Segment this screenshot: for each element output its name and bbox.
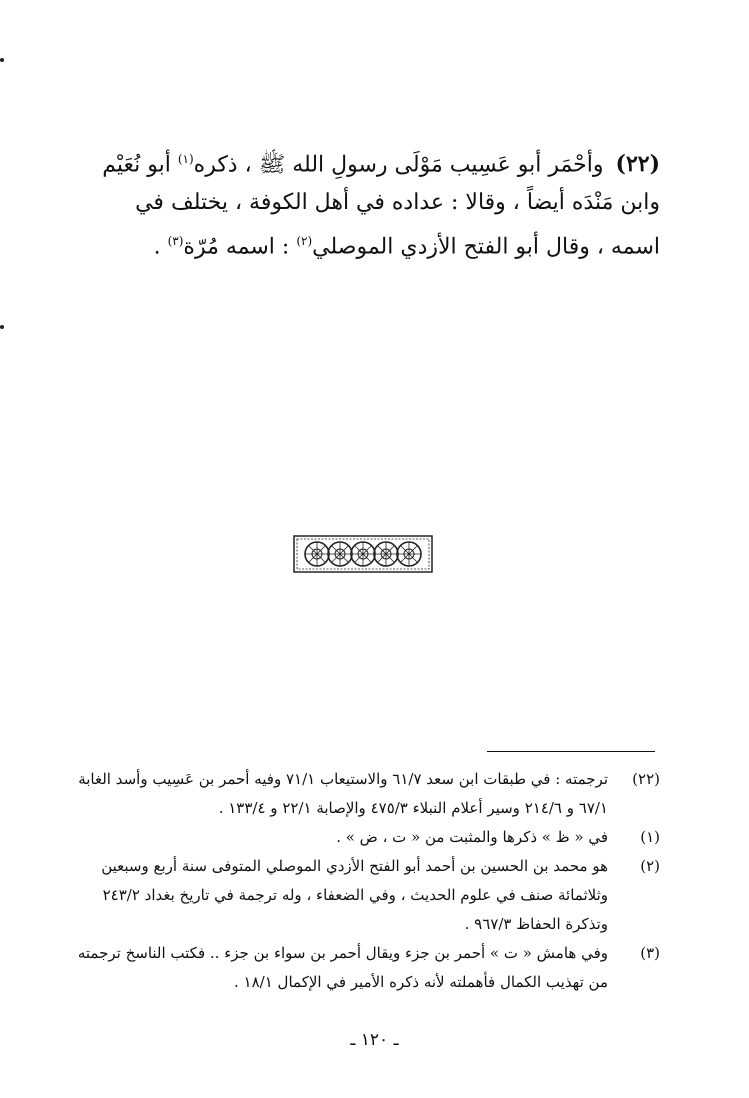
footnote-ref-2: (٢) bbox=[296, 234, 313, 249]
footnote-line: من تهذيب الكمال فأهملته لأنه ذكره الأمير في الإكمال ١٨/١ . bbox=[234, 973, 608, 991]
footnote-line: ٦٧/١ و ٢١٤/٦ وسير أعلام النبلاء ٤٧٥/٣ والإصابة ٢٢/١ و ١٣٣/٤ . bbox=[218, 799, 608, 817]
entry-text-line-3-mid: : اسمه مُرّة bbox=[183, 234, 297, 260]
footnote-line: وتذكرة الحفاظ ٩٦٧/٣ . bbox=[464, 915, 608, 933]
footnote-separator-rule bbox=[487, 751, 655, 752]
entry-text-line-1-tail: أبو نُعَيْم bbox=[102, 152, 178, 178]
scan-mark-top bbox=[0, 58, 4, 62]
footnote-ref-1: (١) bbox=[177, 152, 194, 166]
entry-text-line-1: وأحْمَر أبو عَسِيب مَوْلَى رسولِ الله ﷺ ، ذكره bbox=[193, 152, 604, 178]
entry-text-line-2: وابن مَنْدَه أيضاً ، وقالا : عداده في أهل الكوفة ، يختلف في bbox=[135, 190, 660, 216]
footnote-line: في « ظ » ذكرها والمثبت من « ت ، ض » . bbox=[336, 828, 608, 846]
entry-text-line-3: اسمه ، وقال أبو الفتح الأزدي الموصلي bbox=[312, 234, 660, 260]
footnote-body bbox=[60, 939, 608, 997]
section-divider-ornament bbox=[293, 535, 433, 573]
footnote-item bbox=[60, 823, 660, 852]
entry-line-3 bbox=[90, 222, 660, 266]
footnote-item bbox=[60, 939, 660, 997]
footnote-number: (٢) bbox=[640, 857, 660, 875]
footnote-number: (١) bbox=[640, 828, 660, 846]
footnote-item bbox=[60, 852, 660, 939]
footnote-ref-3: (٣) bbox=[167, 234, 184, 249]
entry-line-1 bbox=[90, 140, 660, 184]
biography-entry bbox=[90, 140, 660, 267]
footnote-item bbox=[60, 765, 660, 823]
footnotes bbox=[60, 765, 660, 997]
footnote-body bbox=[60, 823, 608, 852]
footnote-line: وفي هامش « ت » أحمر بن جزء ويقال أحمر بن سواء بن جزء .. فكتب الناسخ ترجمته bbox=[77, 944, 608, 962]
footnote-number: (٣) bbox=[640, 944, 660, 962]
entry-number: (٢٢) bbox=[615, 151, 660, 178]
footnote-body bbox=[60, 765, 608, 823]
footnote-line: هو محمد بن الحسين بن أحمد أبو الفتح الأزدي الموصلي المتوفى سنة أربع وسبعين bbox=[101, 857, 608, 875]
footnote-line: ترجمته : في طبقات ابن سعد ٦١/٧ والاستيعاب ٧١/١ وفيه أحمر بن عَسِيب وأسد الغابة bbox=[78, 770, 608, 788]
entry-text-line-3-end: . bbox=[153, 234, 168, 260]
entry-line-2 bbox=[90, 184, 660, 222]
footnote-line: وثلاثمائة صنف في علوم الحديث ، وفي الضعفاء ، وله ترجمة في تاريخ بغداد ٢٤٣/٢ bbox=[102, 886, 608, 904]
page-number: ـ ١٢٠ ـ bbox=[350, 1030, 399, 1050]
footnote-number: (٢٢) bbox=[632, 770, 660, 788]
footnote-body bbox=[60, 852, 608, 939]
scan-mark-middle bbox=[0, 325, 4, 329]
